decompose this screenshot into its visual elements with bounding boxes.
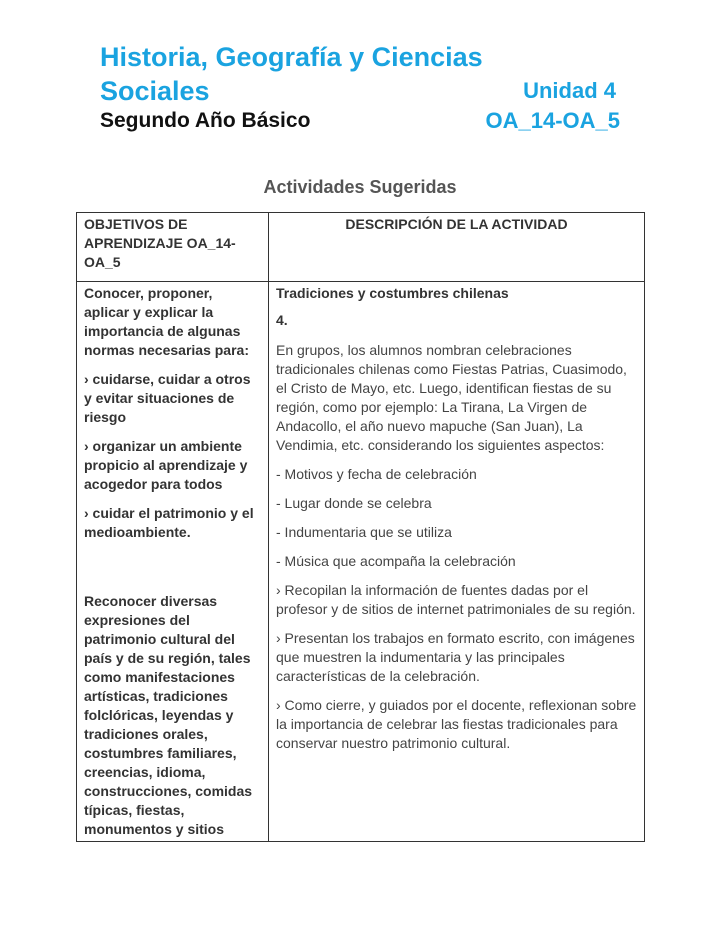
subject-title-line2: Sociales xyxy=(100,76,210,106)
activity-number: 4. xyxy=(276,312,288,328)
activity-step: › Recopilan la información de fuentes dadas por el profesor y de sitios de internet patrimoniales de su región. xyxy=(276,582,636,617)
objective-text: Conocer, proponer, aplicar y explicar la importancia de algunas normas necesarias para: xyxy=(84,285,249,358)
description-header: DESCRIPCIÓN DE LA ACTIVIDAD xyxy=(269,213,645,282)
objectives-cell xyxy=(77,282,269,842)
subject-title-line1: Historia, Geografía y Ciencias xyxy=(100,42,483,72)
activity-intro: En grupos, los alumnos nombran celebraciones tradicionales chilenas como Fiestas Patrias, Cuasimodo, el Cristo de Mayo, etc. Luego, identifican fiestas de su región, como por ejemplo: La Tirana, La Virgen de Andacollo, el año nuevo mapuche (San Juan), La Vendimia, etc. considerando los siguientes aspectos: xyxy=(276,342,627,453)
activity-aspect: - Música que acompaña la celebración xyxy=(276,553,516,569)
table-header-row xyxy=(77,213,645,282)
objective-text: › cuidarse, cuidar a otros y evitar situaciones de riesgo xyxy=(84,371,251,425)
oa-code: OA_14-OA_5 xyxy=(485,108,620,133)
unit-label: Unidad 4 xyxy=(523,78,616,103)
activity-aspect: - Lugar donde se celebra xyxy=(276,495,432,511)
activity-aspect: - Motivos y fecha de celebración xyxy=(276,466,477,482)
subject-title-line2-row xyxy=(100,76,620,106)
grade-label: Segundo Año Básico xyxy=(100,109,311,132)
activity-step: › Presentan los trabajos en formato escrito, con imágenes que muestren la indumentaria y las principales características de la celebración. xyxy=(276,630,635,684)
objective-text: › organizar un ambiente propicio al aprendizaje y acogedor para todos xyxy=(84,438,248,492)
activity-step: › Como cierre, y guiados por el docente, reflexionan sobre la importancia de celebrar las fiestas tradicionales para conservar nuestro patrimonio cultural. xyxy=(276,697,637,751)
objectives-header: OBJETIVOS DE APRENDIZAJE OA_14-OA_5 xyxy=(77,213,269,282)
table-row xyxy=(77,282,645,842)
section-title: Actividades Sugeridas xyxy=(263,177,457,197)
objective-text: › cuidar el patrimonio y el medioambiente. xyxy=(84,505,254,540)
grade-row xyxy=(100,108,620,134)
activity-title: Tradiciones y costumbres chilenas xyxy=(276,285,509,301)
activity-cell xyxy=(269,282,645,842)
objective-text: Reconocer diversas expresiones del patrimonio cultural del país y de su región, tales como manifestaciones artísticas, tradiciones folclóricas, leyendas y tradiciones orales, costumbres familiares, creencias, idioma, construcciones, comidas típicas, fiestas, monumentos y sitios xyxy=(84,593,253,837)
activities-table xyxy=(76,212,645,842)
activity-aspect: - Indumentaria que se utiliza xyxy=(276,524,452,540)
